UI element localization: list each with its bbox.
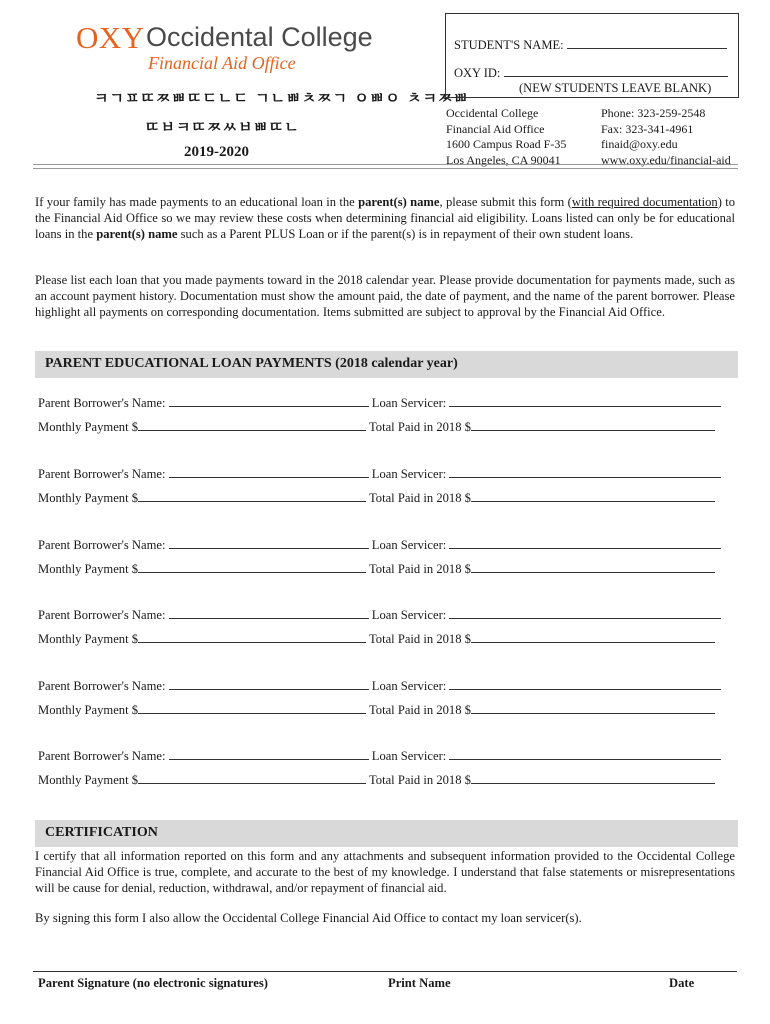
total-paid-label: Total Paid in 2018 $ — [368, 703, 471, 717]
loan-servicer-label: Loan Servicer: — [371, 749, 447, 763]
loan-borrower-row — [38, 678, 721, 694]
website-url: www.oxy.edu/financial-aid — [601, 152, 731, 167]
total-paid-field[interactable] — [471, 631, 715, 643]
loan-servicer-label: Loan Servicer: — [371, 608, 447, 622]
student-name-row — [454, 36, 727, 53]
loan-payment-row — [38, 772, 715, 788]
loan-payment-row — [38, 419, 715, 435]
loan-payment-row — [38, 631, 715, 647]
loan-borrower-row — [38, 466, 721, 482]
borrower-name-field[interactable] — [169, 607, 369, 619]
loan-servicer-label: Loan Servicer: — [371, 396, 447, 410]
header-divider — [33, 164, 738, 169]
form-title-line2: ㄸㅂㅋㄸㅉㅆㅂㅃㄸㄴ — [145, 118, 300, 136]
borrower-name-field[interactable] — [169, 466, 369, 478]
total-paid-label: Total Paid in 2018 $ — [368, 562, 471, 576]
loan-borrower-row — [38, 537, 721, 553]
loan-borrower-row — [38, 607, 721, 623]
total-paid-field[interactable] — [471, 702, 715, 714]
intro-emphasis: parent(s) name — [358, 195, 440, 209]
borrower-name-field[interactable] — [169, 678, 369, 690]
intro-text: , please submit this form ( — [439, 195, 572, 209]
loan-servicer-field[interactable] — [449, 748, 721, 760]
borrower-name-label: Parent Borrower's Name: — [38, 396, 166, 410]
fax-number: Fax: 323-341-4961 — [601, 121, 694, 136]
monthly-payment-field[interactable] — [138, 490, 366, 502]
loan-payment-row — [38, 561, 715, 577]
office-address — [446, 106, 566, 168]
parent-signature-label: Parent Signature (no electronic signatures) — [38, 976, 268, 990]
loan-payment-row — [38, 702, 715, 718]
email-address: finaid@oxy.edu — [601, 137, 678, 151]
monthly-payment-label: Monthly Payment $ — [38, 562, 139, 576]
monthly-payment-field[interactable] — [138, 772, 366, 784]
student-name-label: STUDENT'S NAME: — [454, 38, 564, 52]
total-paid-field[interactable] — [471, 772, 715, 784]
servicer-contact-authorization: By signing this form I also allow the Occidental College Financial Aid Office to contact my loan servicer(s). — [35, 911, 582, 925]
award-year: 2019-2020 — [184, 144, 249, 160]
oxy-id-row — [454, 64, 728, 81]
signature-line[interactable] — [33, 971, 737, 972]
monthly-payment-label: Monthly Payment $ — [38, 420, 139, 434]
monthly-payment-label: Monthly Payment $ — [38, 491, 139, 505]
certification-title: CERTIFICATION — [45, 825, 158, 840]
address-line: Occidental College — [446, 106, 539, 120]
monthly-payment-label: Monthly Payment $ — [38, 632, 139, 646]
address-line: 1600 Campus Road F-35 — [446, 137, 567, 151]
monthly-payment-field[interactable] — [138, 631, 366, 643]
intro-text: such as a Parent PLUS Loan or if the parent(s) is in repayment of their own student loans. — [177, 227, 634, 241]
loan-servicer-field[interactable] — [449, 537, 721, 549]
monthly-payment-field[interactable] — [138, 419, 366, 431]
borrower-name-label: Parent Borrower's Name: — [38, 538, 166, 552]
intro-underline: with required documentation — [571, 195, 718, 209]
loan-payments-section-title: PARENT EDUCATIONAL LOAN PAYMENTS (2018 calendar year) — [45, 356, 458, 371]
borrower-name-field[interactable] — [169, 537, 369, 549]
date-label: Date — [669, 976, 695, 990]
loan-payments-section-header — [35, 351, 738, 378]
loan-servicer-label: Loan Servicer: — [371, 679, 447, 693]
form-title-line1: ㅋㄱㅍㄸㅉㅃㄸㄷㄴㄷ ㄱㄴㅃㅊㅉㄱ ㅇㅃㅇ ㅊㅋㅉㅃ — [94, 89, 469, 107]
monthly-payment-field[interactable] — [138, 561, 366, 573]
logo-college-name: Occidental College — [146, 22, 373, 52]
total-paid-field[interactable] — [471, 419, 715, 431]
loan-servicer-label: Loan Servicer: — [371, 538, 447, 552]
loan-servicer-field[interactable] — [449, 466, 721, 478]
office-contact — [601, 106, 731, 168]
total-paid-field[interactable] — [471, 561, 715, 573]
loan-borrower-row — [38, 395, 721, 411]
borrower-name-field[interactable] — [169, 748, 369, 760]
certification-statement: I certify that all information reported on this form and any attachments and subsequent information provided to the Occidental College Financial Aid Office is true, complete, and accurate to the best of my knowledge. I understand that false statements or misrepresentations will be cause for denial, reduction, withdrawal, and/or repayment of financial aid. — [35, 849, 735, 895]
loan-servicer-field[interactable] — [449, 678, 721, 690]
address-line: Los Angeles, CA 90041 — [446, 152, 561, 167]
loan-servicer-label: Loan Servicer: — [371, 467, 447, 481]
monthly-payment-field[interactable] — [138, 702, 366, 714]
loan-servicer-field[interactable] — [449, 607, 721, 619]
monthly-payment-label: Monthly Payment $ — [38, 773, 139, 787]
intro-text: ) to the Financial Aid Office so we may review these costs when determining financial aid eligibility. Loans listed can only be for educational loans in the — [35, 195, 735, 241]
monthly-payment-label: Monthly Payment $ — [38, 703, 139, 717]
intro-paragraph-2: Please list each loan that you made payments toward in the 2018 calendar year. Please provide documentation for payments made, such as an account payment history. Documentation must show the amount paid, the date of payment, and the name of the parent borrower. Please highlight all payments on corresponding documentation. Items submitted are subject to approval by the Financial Aid Office. — [35, 273, 735, 319]
total-paid-field[interactable] — [471, 490, 715, 502]
oxy-id-field[interactable] — [504, 64, 728, 77]
loan-servicer-field[interactable] — [449, 395, 721, 407]
borrower-name-label: Parent Borrower's Name: — [38, 749, 166, 763]
phone-number: Phone: 323-259-2548 — [601, 106, 706, 120]
student-name-field[interactable] — [567, 36, 727, 49]
borrower-name-field[interactable] — [169, 395, 369, 407]
borrower-name-label: Parent Borrower's Name: — [38, 608, 166, 622]
oxy-id-label: OXY ID: — [454, 66, 501, 80]
address-line: Financial Aid Office — [446, 121, 545, 136]
total-paid-label: Total Paid in 2018 $ — [368, 420, 471, 434]
borrower-name-label: Parent Borrower's Name: — [38, 679, 166, 693]
logo-office-name: Financial Aid Office — [148, 53, 296, 73]
total-paid-label: Total Paid in 2018 $ — [368, 773, 471, 787]
total-paid-label: Total Paid in 2018 $ — [368, 632, 471, 646]
borrower-name-label: Parent Borrower's Name: — [38, 467, 166, 481]
print-name-label: Print Name — [388, 976, 451, 990]
student-id-box — [445, 13, 739, 98]
loan-payment-row — [38, 490, 715, 506]
intro-paragraph-1 — [35, 194, 735, 242]
new-students-note: (NEW STUDENTS LEAVE BLANK) — [519, 81, 712, 95]
intro-emphasis: parent(s) name — [96, 227, 178, 241]
intro-text: If your family has made payments to an educational loan in the — [35, 195, 359, 209]
certification-section-header — [35, 820, 738, 847]
loan-borrower-row — [38, 748, 721, 764]
logo-oxy: OXY — [76, 20, 145, 55]
total-paid-label: Total Paid in 2018 $ — [368, 491, 471, 505]
